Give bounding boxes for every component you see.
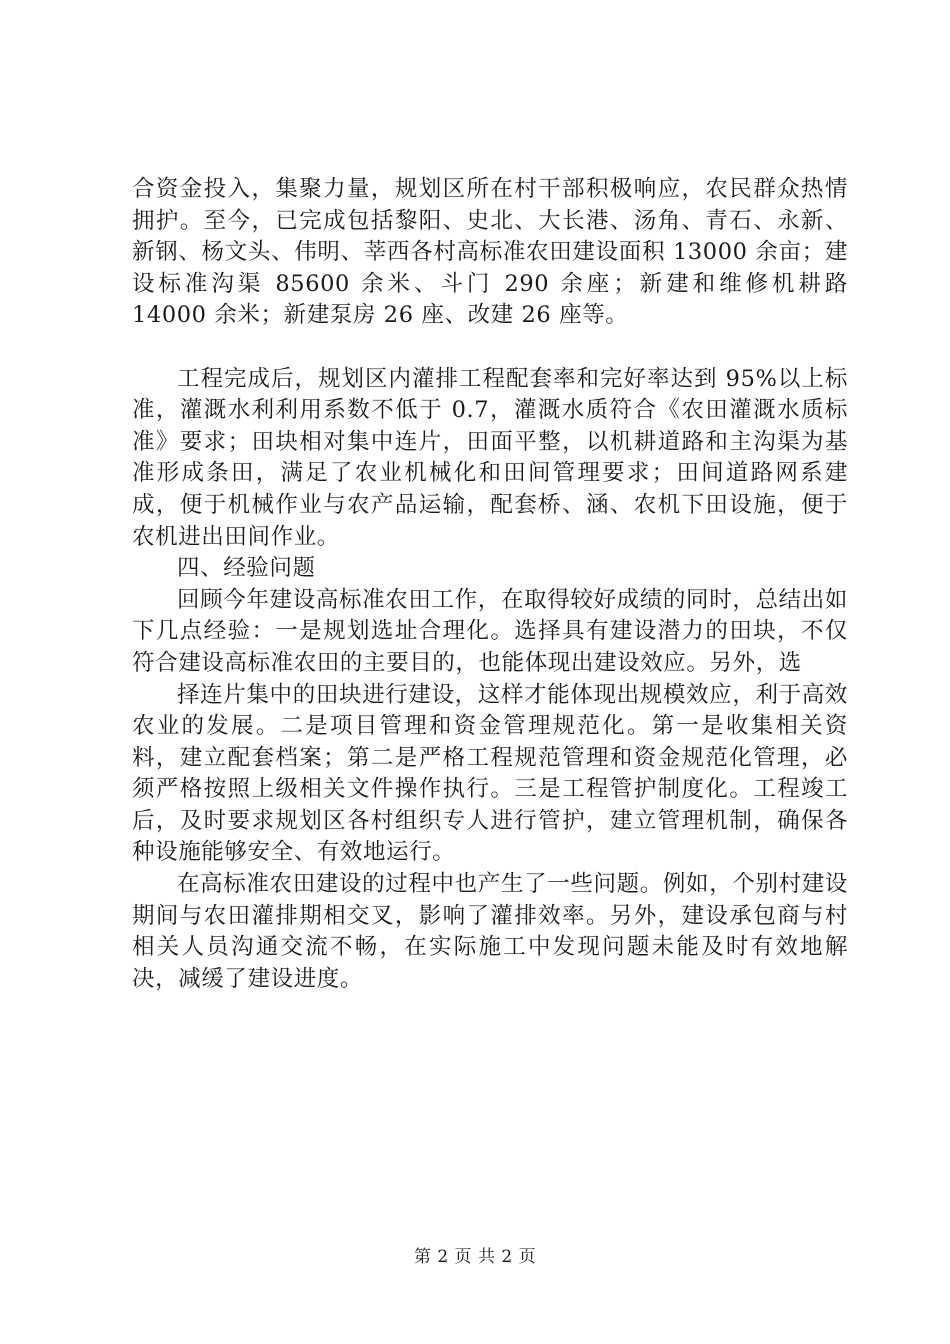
page-footer: 第 2 页 共 2 页 <box>413 1247 537 1267</box>
paragraph-experience-details: 择连片集中的田块进行建设，这样才能体现出规模效应，利于高效农业的发展。二是项目管理和资金管理规范化。第一是收集相关资料，建立配套档案；第二是严格工程规范管理和资金规范化管理，必须严格按照上级相关文件操作执行。三是工程管护制度化。工程竣工后，及时要求规划区各村组织专人进行管护，建立管理机制，确保各种设施能够安全、有效地运行。 <box>132 681 848 866</box>
paragraph-problems: 在高标准农田建设的过程中也产生了一些问题。例如，个别村建设期间与农田灌排期相交叉，影响了灌排效率。另外，建设承包商与村相关人员沟通交流不畅，在实际施工中发现问题未能及时有效地解决，减缓了建设进度。 <box>132 871 848 992</box>
paragraph-spacer <box>132 332 848 364</box>
paragraph-project-results: 合资金投入，集聚力量，规划区所在村干部积极响应，农民群众热情拥护。至今，已完成包括黎阳、史北、大长港、汤角、青石、永新、新钢、杨文头、伟明、莘西各村高标准农田建设面积 13000 余亩；建设标准沟渠 85600 余米、斗门 290 余座；新建和维修机耕路 14000 余米；新建泵房 26 座、改建 26 座等。 <box>132 176 856 329</box>
paragraph-completion-standards: 工程完成后，规划区内灌排工程配套率和完好率达到 95%以上标准，灌溉水利利用系数不低于 0.7，灌溉水质符合《农田灌溉水质标准》要求；田块相对集中连片，田面平整，以机耕道路和主沟渠为基准形成条田，满足了农业机械化和田间管理要求；田间道路网系建成，便于机械作业与农产品运输，配套桥、涵、农机下田设施，便于农机进出田间作业。 <box>132 365 848 550</box>
paragraph-experience-intro: 回顾今年建设高标准农田工作，在取得较好成绩的同时，总结出如下几点经验：一是规划选址合理化。选择具有建设潜力的田块，不仅符合建设高标准农田的主要目的，也能体现出建设效应。另外，选 <box>132 586 848 676</box>
document-body <box>132 174 856 995</box>
section-heading-experience: 四、经验问题 <box>177 555 316 582</box>
